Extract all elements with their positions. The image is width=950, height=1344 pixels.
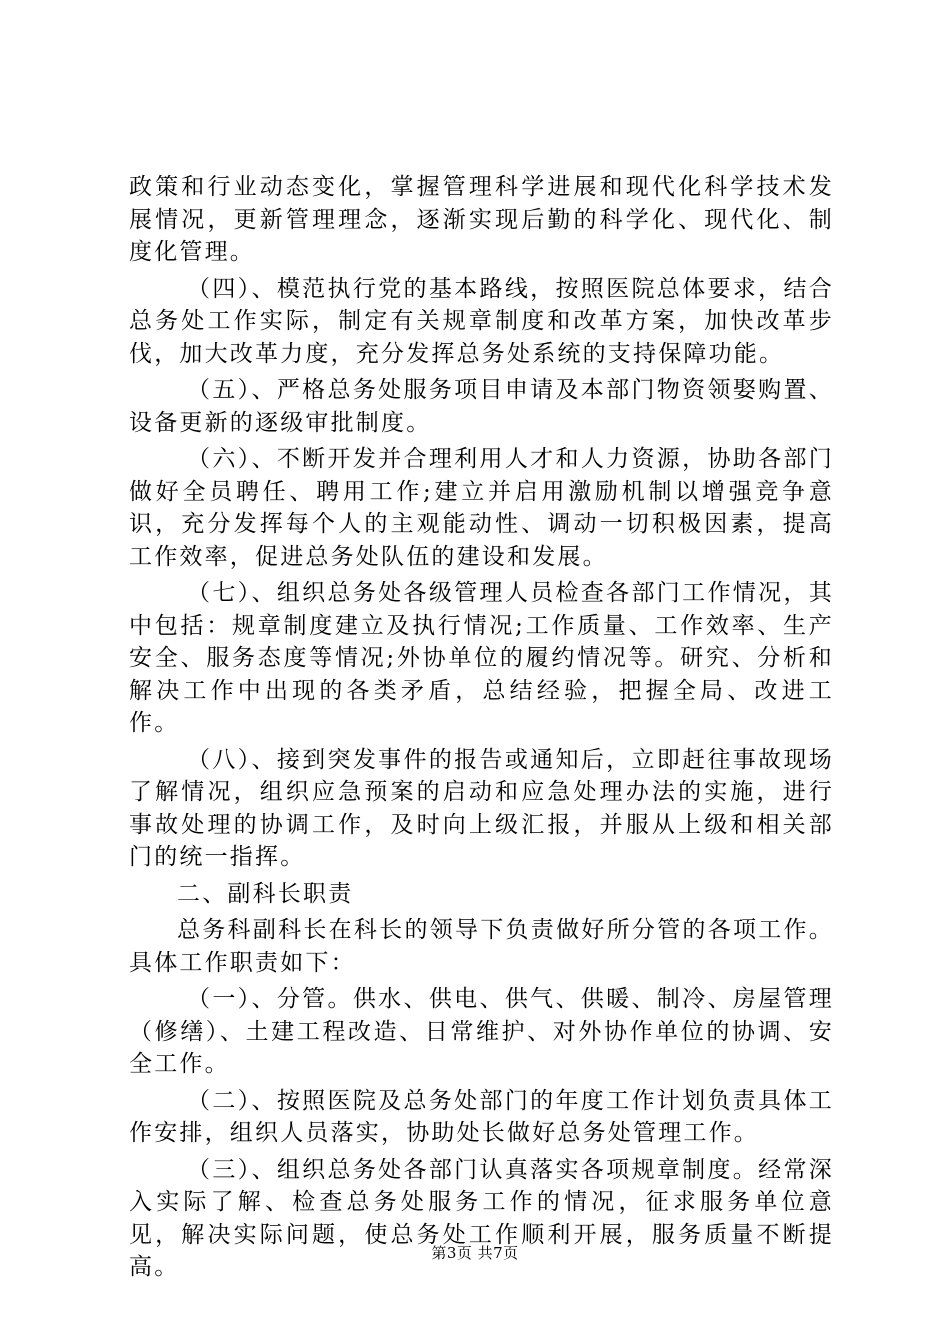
paragraph-item-4: （四）、模范执行党的基本路线，按照医院总体要求，结合总务处工作实际，制定有关规章制度和改革方案，加快改革步伐，加大改革力度，充分发挥总务处系统的支持保障功能。 — [129, 275, 834, 367]
paragraph-item-3: （三）、组织总务处各部门认真落实各项规章制度。经常深入实际了解、检查总务处服务工作的情况，征求服务单位意见，解决实际问题，使总务处工作顺利开展，服务质量不断提高。 — [129, 1156, 834, 1280]
paragraph-continuation: 政策和行业动态变化，掌握管理科学进展和现代化科学技术发展情况，更新管理理念，逐渐实现后勤的科学化、现代化、制度化管理。 — [129, 174, 834, 265]
paragraph-item-5: （五）、严格总务处服务项目申请及本部门物资领娶购置、设备更新的逐级审批制度。 — [129, 377, 834, 436]
paragraph-item-7: （七）、组织总务处各级管理人员检查各部门工作情况，其中包括：规章制度建立及执行情况;工作质量、工作效率、生产安全、服务态度等情况;外协单位的履约情况等。研究、分析和解决工作中出现的各类矛盾，总结经验，把握全局、改进工作。 — [129, 580, 834, 736]
document-body — [129, 171, 834, 1288]
page-footer: 第3页 共7页 — [431, 1244, 519, 1262]
paragraph-item-2: （二）、按照医院及总务处部门的年度工作计划负责具体工作安排，组织人员落实，协助处长做好总务处管理工作。 — [129, 1087, 834, 1146]
section-heading: 二、副科长职责 — [177, 880, 354, 907]
paragraph-intro: 总务科副科长在科长的领导下负责做好所分管的各项工作。具体工作职责如下： — [129, 917, 834, 976]
paragraph-item-1: （一）、分管。供水、供电、供气、供暖、制冷、房屋管理（修缮）、土建工程改造、日常维护、对外协作单位的协调、安全工作。 — [129, 986, 834, 1077]
paragraph-item-6: （六）、不断开发并合理利用人才和人力资源，协助各部门做好全员聘任、聘用工作;建立并启用激励机制以增强竞争意识，充分发挥每个人的主观能动性、调动一切积极因素，提高工作效率，促进总务处队伍的建设和发展。 — [129, 446, 834, 570]
paragraph-item-8: （八）、接到突发事件的报告或通知后，立即赶往事故现场了解情况，组织应急预案的启动和应急处理办法的实施，进行事故处理的协调工作，及时向上级汇报，并服从上级和相关部门的统一指挥。 — [129, 746, 834, 870]
